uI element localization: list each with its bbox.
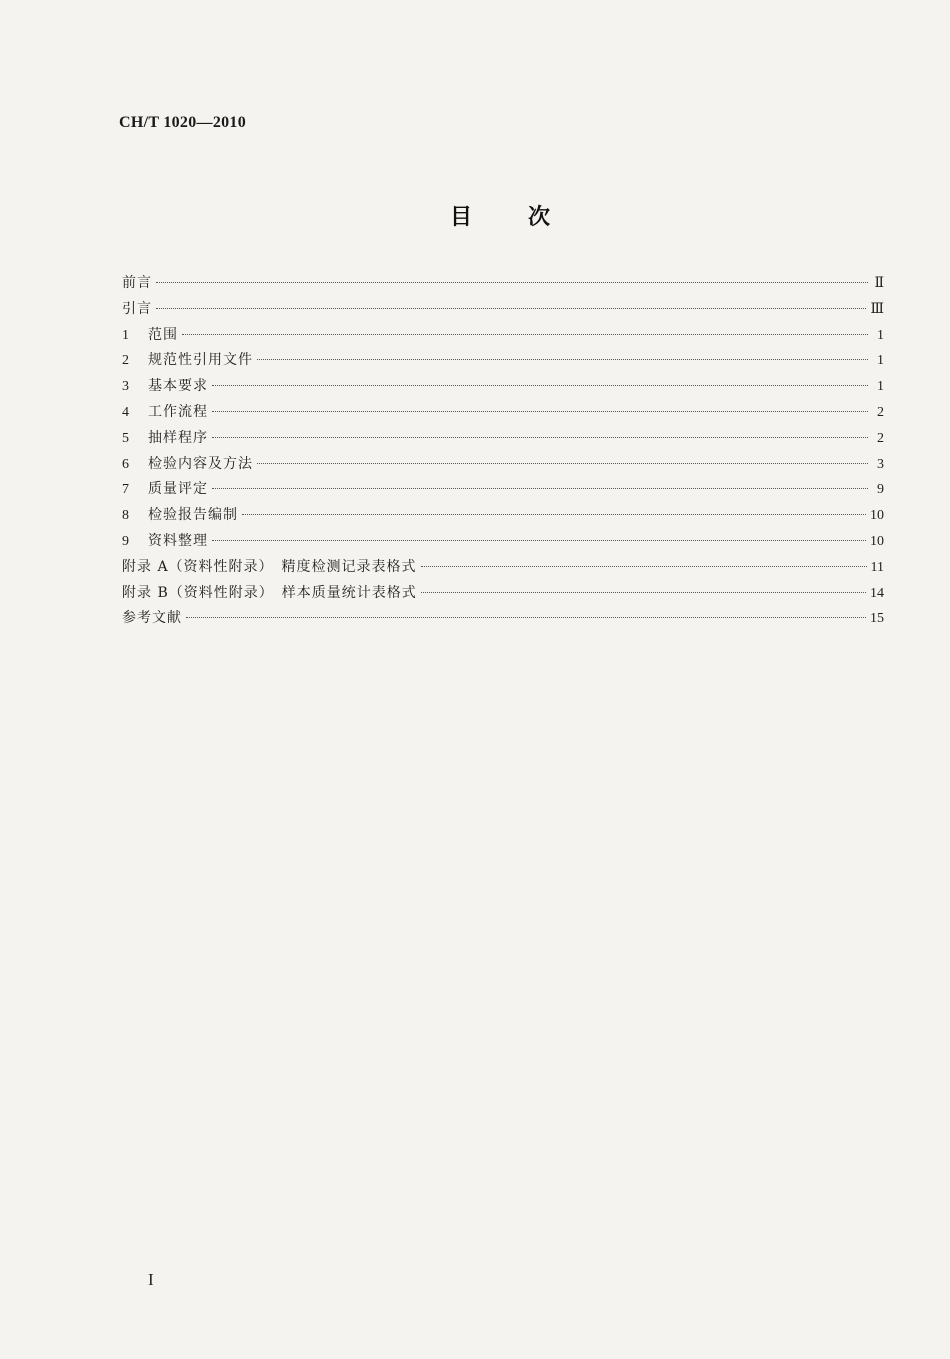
toc-entry-number: 4 (122, 404, 129, 420)
toc-entry-label: 引言 (122, 300, 152, 317)
toc-entry-label: 前言 (122, 275, 152, 291)
toc-entry-label: 检验报告编制 (148, 507, 238, 524)
toc-entry-workflow[interactable] (122, 402, 884, 428)
toc-entry-page: Ⅲ (870, 301, 884, 317)
toc-entry-number: 9 (122, 533, 129, 549)
table-of-contents (122, 273, 884, 634)
toc-entry-page: 15 (870, 611, 884, 627)
toc-entry-label: 附录 A（资料性附录） 精度检测记录表格式 (122, 558, 417, 575)
toc-leader-dots (421, 566, 867, 567)
toc-entry-number: 8 (122, 508, 129, 524)
toc-entry-number: 3 (122, 379, 129, 395)
toc-entry-page: 10 (870, 508, 884, 524)
toc-entry-label: 资料整理 (148, 532, 208, 549)
toc-entry-bibliography[interactable] (122, 608, 884, 634)
toc-entry-page: Ⅱ (874, 276, 884, 291)
toc-entry-number: 6 (122, 456, 129, 472)
toc-entry-number: 7 (122, 482, 129, 498)
toc-entry-label: 基本要求 (148, 378, 208, 395)
toc-entry-label: 质量评定 (148, 481, 208, 498)
toc-leader-dots (186, 617, 866, 618)
toc-entry-inspection-content[interactable] (122, 454, 884, 480)
toc-leader-dots (421, 592, 866, 593)
toc-leader-dots (212, 488, 868, 489)
toc-entry-page: 10 (870, 533, 884, 549)
toc-entry-page: 3 (877, 456, 884, 472)
toc-entry-page: 1 (877, 327, 884, 343)
toc-entry-label: 范围 (148, 326, 178, 343)
toc-entry-introduction[interactable] (122, 299, 884, 325)
toc-leader-dots (212, 540, 866, 541)
toc-entry-number: 1 (122, 327, 129, 343)
toc-title: 目次 (450, 204, 607, 230)
toc-entry-number: 2 (122, 353, 129, 369)
toc-leader-dots (182, 334, 868, 335)
toc-entry-inspection-report[interactable] (122, 505, 884, 531)
toc-leader-dots (156, 282, 868, 283)
toc-leader-dots (257, 463, 868, 464)
toc-entry-page: 11 (870, 559, 884, 575)
toc-entry-page: 2 (877, 404, 884, 420)
toc-leader-dots (212, 385, 868, 386)
toc-entry-basic-requirements[interactable] (122, 376, 884, 402)
toc-leader-dots (212, 411, 868, 412)
toc-entry-label: 工作流程 (148, 403, 208, 420)
toc-entry-scope[interactable] (122, 325, 884, 351)
toc-entry-label: 检验内容及方法 (148, 455, 253, 472)
toc-leader-dots (242, 514, 866, 515)
toc-entry-normative-references[interactable] (122, 350, 884, 376)
toc-entry-appendix-a[interactable] (122, 557, 884, 583)
toc-entry-sampling-procedure[interactable] (122, 428, 884, 454)
toc-entry-appendix-b[interactable] (122, 583, 884, 609)
toc-entry-page: 9 (877, 482, 884, 498)
toc-entry-page: 1 (877, 353, 884, 369)
standard-code: CH/T 1020—2010 (119, 114, 247, 131)
toc-entry-number: 5 (122, 430, 129, 446)
toc-entry-label: 参考文献 (122, 610, 182, 627)
toc-entry-quality-evaluation[interactable] (122, 479, 884, 505)
toc-entry-label: 附录 B（资料性附录） 样本质量统计表格式 (122, 584, 417, 601)
toc-leader-dots (156, 308, 866, 309)
toc-leader-dots (212, 437, 868, 438)
toc-entry-foreword[interactable] (122, 273, 884, 299)
toc-entry-page: 14 (870, 585, 884, 601)
page-number: I (148, 1270, 154, 1289)
toc-entry-page: 1 (877, 379, 884, 395)
toc-leader-dots (257, 359, 868, 360)
toc-entry-label: 规范性引用文件 (148, 352, 253, 369)
toc-entry-label: 抽样程序 (148, 429, 208, 446)
toc-entry-data-arrangement[interactable] (122, 531, 884, 557)
toc-entry-page: 2 (877, 430, 884, 446)
